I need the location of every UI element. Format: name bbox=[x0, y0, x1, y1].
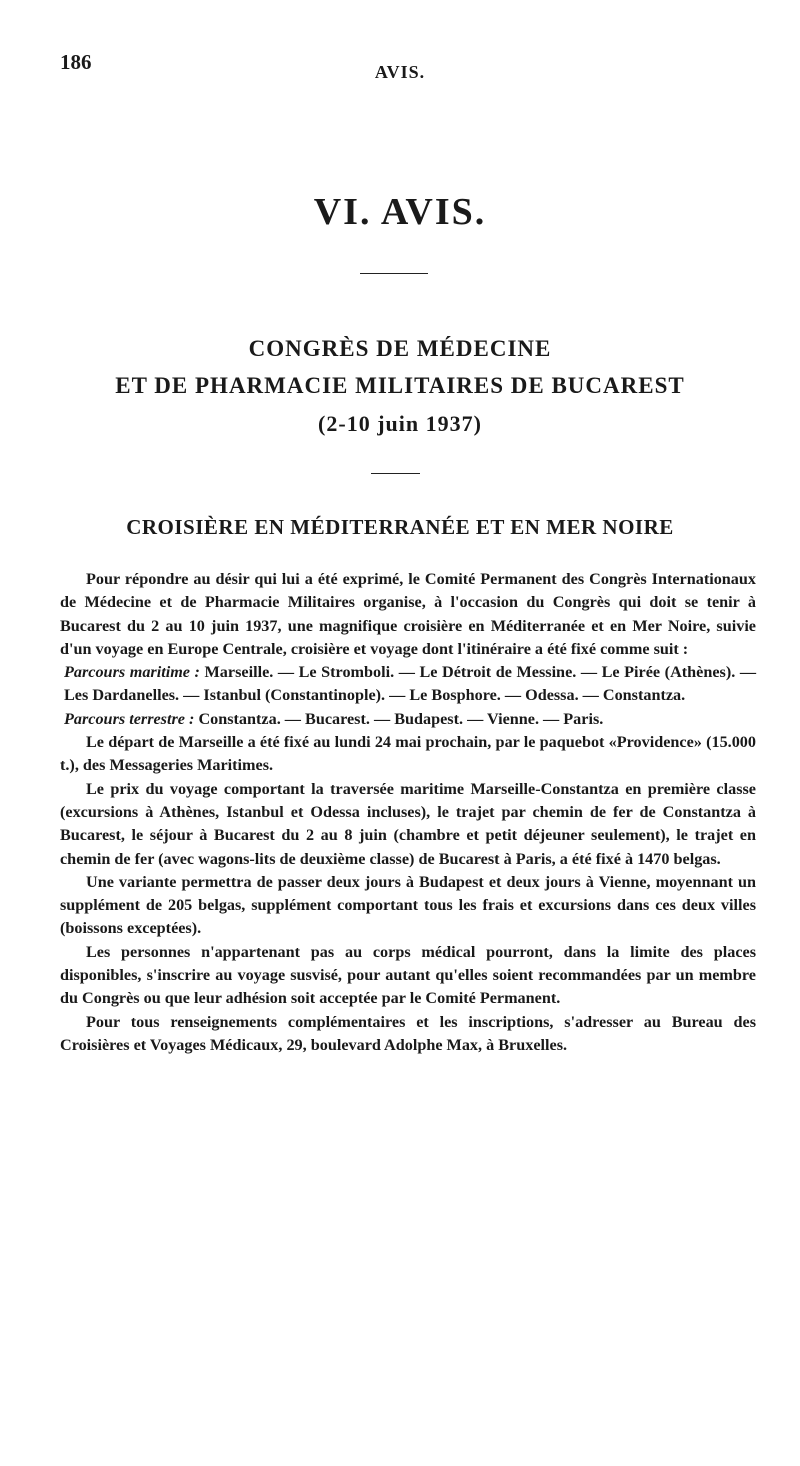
intro-paragraph: Pour répondre au désir qui lui a été exprimé, le Comité Permanent des Congrès Internationaux de Médecine et de Pharmacie Militaires organise, à l'occasion du Congrès qui doit se tenir à Bucarest du 2 au 10 juin 1937, une magnifique croisière en Méditerranée et en Mer Noire, suivie d'un voyage en Europe Centrale, croisière et voyage dont l'itinéraire a été fixé comme suit : bbox=[60, 570, 756, 658]
terrestrial-route-stops: Constantza. — Bucarest. — Budapest. — Vienne. — Paris. bbox=[198, 709, 604, 728]
contact-paragraph: Pour tous renseignements complémentaires et les inscriptions, s'adresser au Bureau des Croisières et Voyages Médicaux, 29, boulevard Adolphe Max, à Bruxelles. bbox=[60, 1012, 756, 1054]
congress-heading-line-1: CONGRÈS DE MÉDECINE bbox=[248, 336, 552, 361]
non-medical-paragraph: Les personnes n'appartenant pas au corps médical pourront, dans la limite des places disponibles, s'inscrire au voyage susvisé, pour autant qu'elles soient recommandées par un membre du Congrès ou que leur adhésion soit acceptée par le Comité Permanent. bbox=[60, 942, 756, 1008]
variant-paragraph: Une variante permettra de passer deux jours à Budapest et deux jours à Vienne, moyennant un supplément de 205 belgas, supplément comportant tous les frais et excursions dans ces deux villes (boissons exceptées). bbox=[60, 872, 756, 938]
congress-heading-line-2: ET DE PHARMACIE MILITAIRES DE BUCAREST bbox=[115, 373, 685, 398]
maritime-route-paragraph bbox=[60, 661, 756, 708]
maritime-route-label: Parcours maritime : bbox=[64, 663, 200, 682]
terrestrial-route-paragraph bbox=[60, 708, 756, 731]
price-paragraph: Le prix du voyage comportant la traversée maritime Marseille-Constantza en première classe (excursions à Athènes, Istanbul et Odessa incluses), le trajet par chemin de fer de Constantza à Bucarest, le séjour à Bucarest du 2 au 8 juin (chambre et petit déjeuner seulement), le trajet en chemin de fer (avec wagons-lits de deuxième classe) de Bucarest à Paris, a été fixé à 1470 belgas. bbox=[60, 779, 756, 868]
divider-rule bbox=[360, 273, 428, 274]
divider-rule-short bbox=[371, 473, 420, 474]
cruise-heading: CROISIÈRE EN MÉDITERRANÉE ET EN MER NOIRE bbox=[126, 515, 674, 539]
congress-dates: (2-10 juin 1937) bbox=[318, 411, 482, 436]
departure-paragraph: Le départ de Marseille a été fixé au lundi 24 mai prochain, par le paquebot «Providence» (15.000 t.), des Messageries Maritimes. bbox=[60, 733, 756, 775]
running-title: AVIS. bbox=[374, 62, 426, 82]
notice-body bbox=[60, 568, 756, 1057]
maritime-route-stops: Marseille. — Le Stromboli. — Le Détroit de Messine. — Le Pirée (Athènes). — Les Dardanelles. — Istanbul (Constantinople). — Le Bosphore. — Odessa. — Constantza. bbox=[64, 663, 757, 705]
section-title: VI. AVIS. bbox=[313, 191, 487, 233]
page-number: 186 bbox=[60, 50, 92, 74]
terrestrial-route-label: Parcours terrestre : bbox=[64, 709, 195, 728]
